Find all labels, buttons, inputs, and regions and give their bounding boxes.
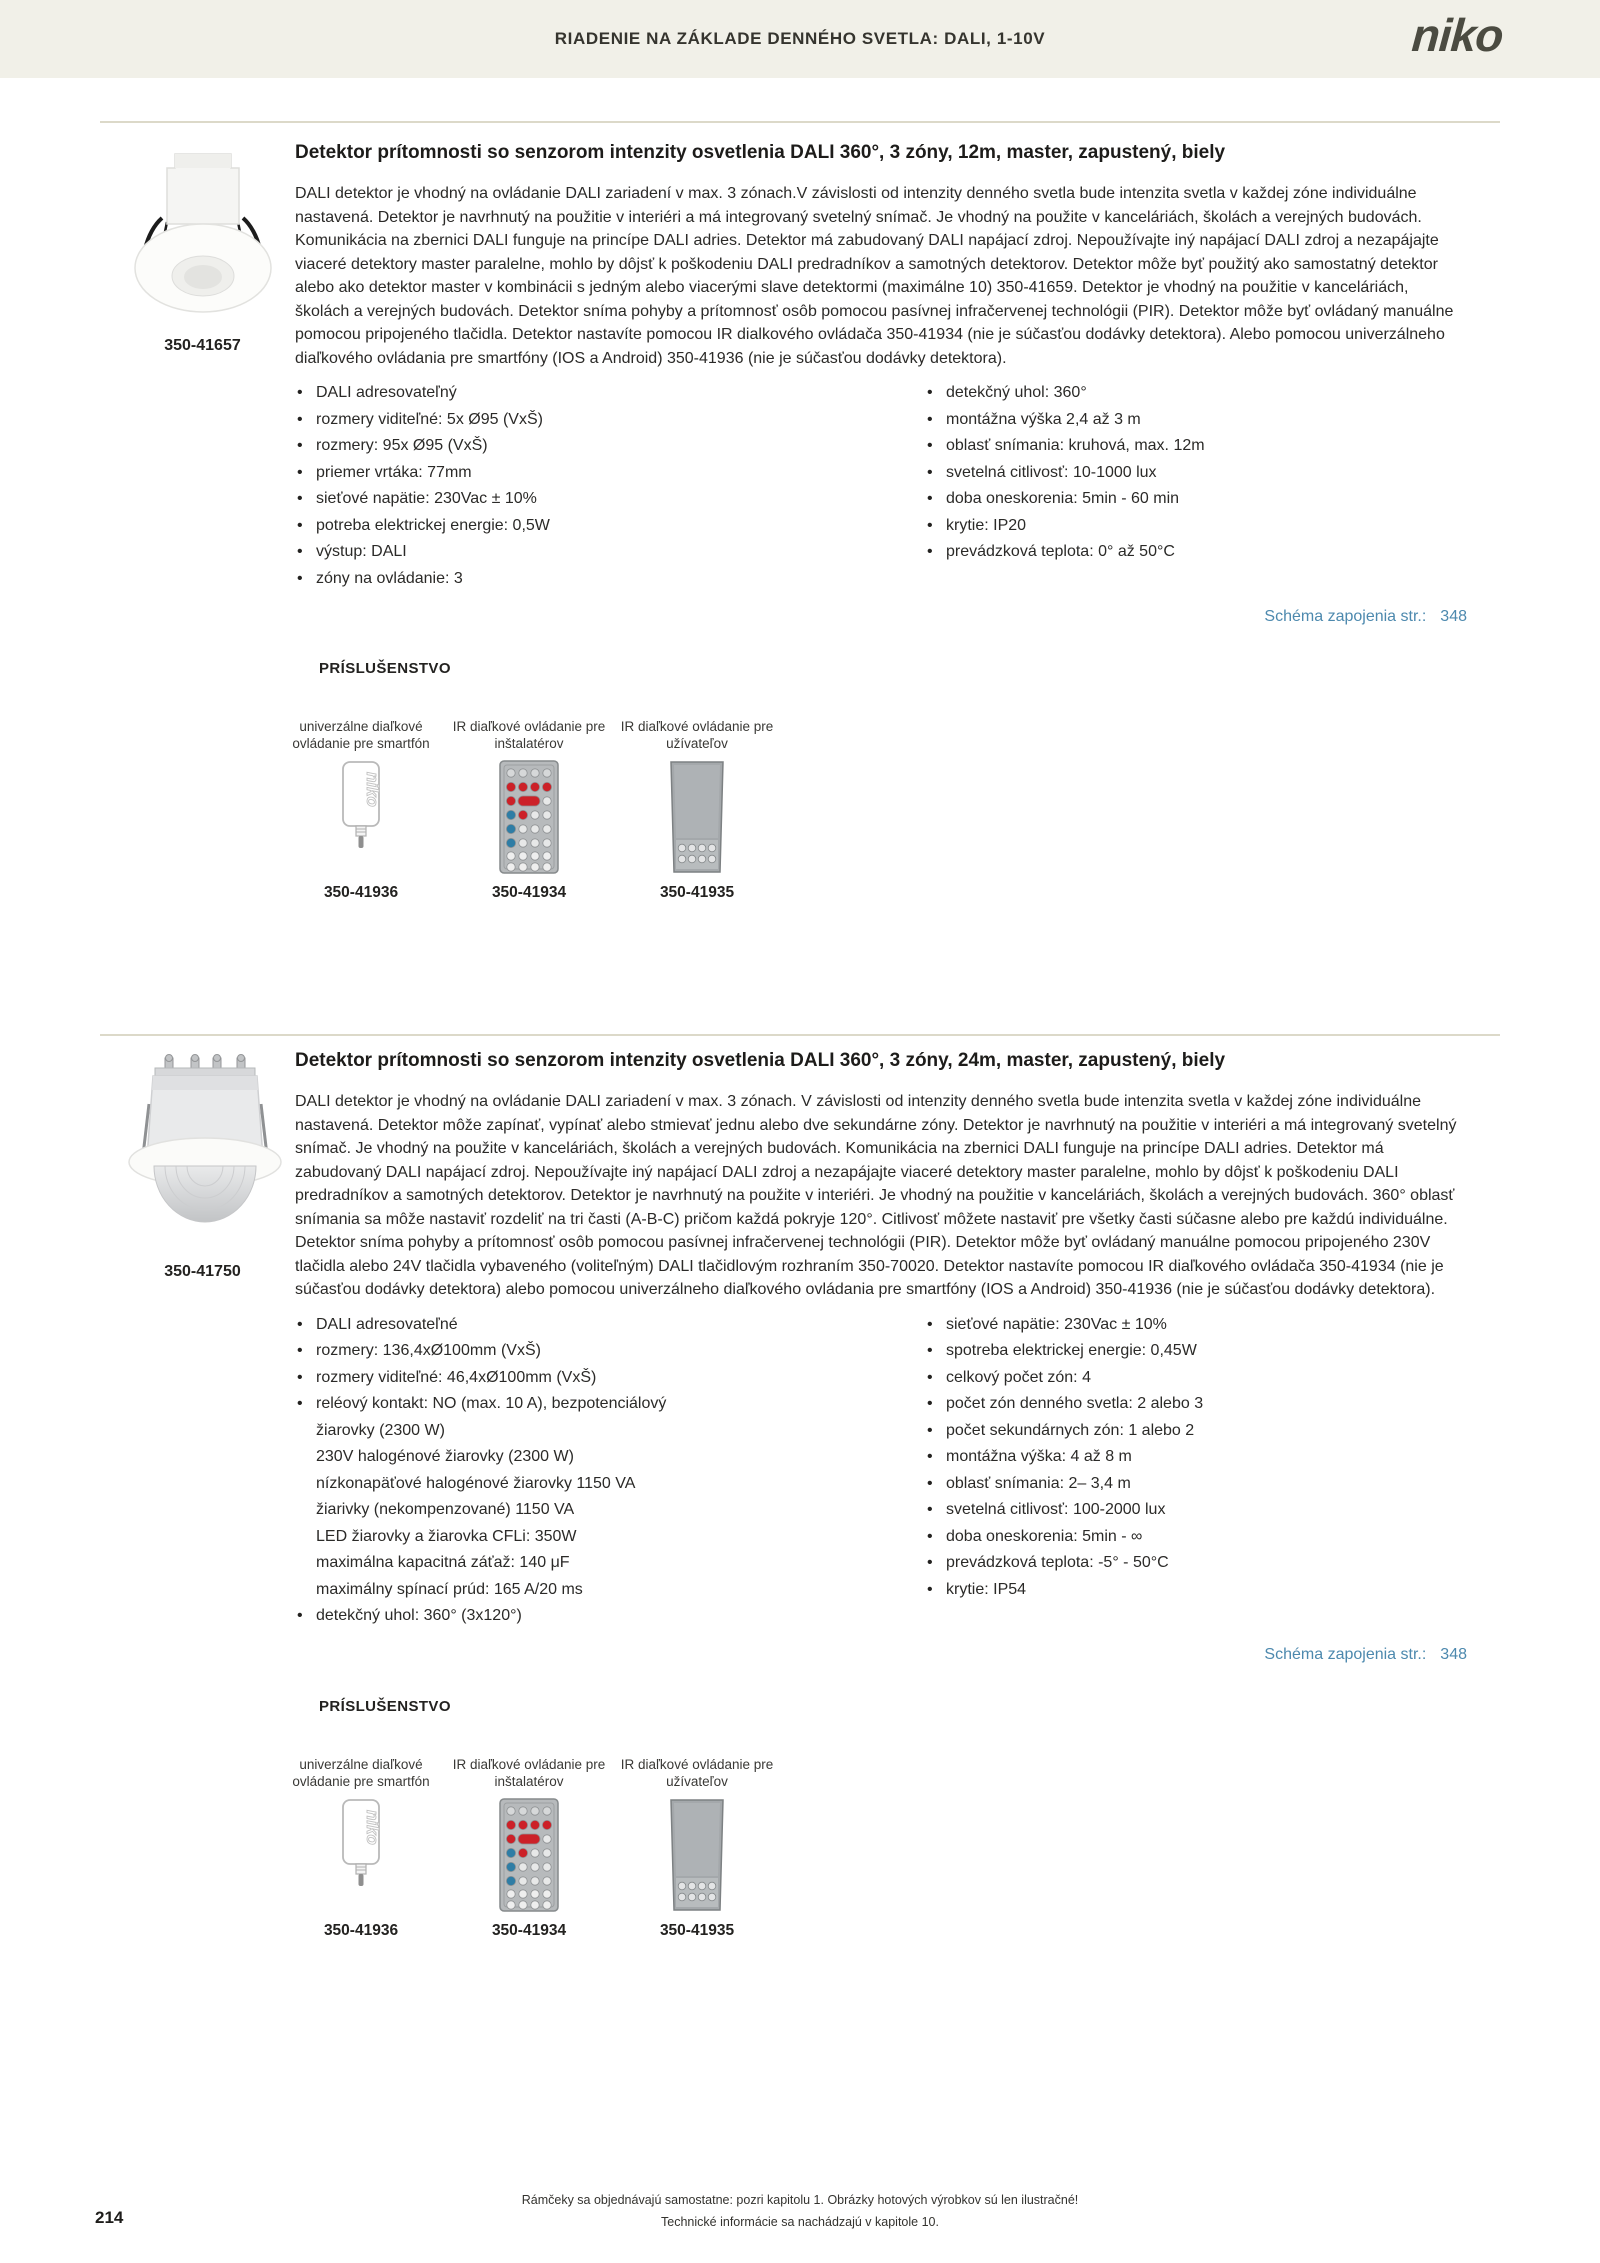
spec-item: • rozmery viditeľné: 46,4xØ100mm (VxŠ): [295, 1365, 925, 1392]
spec-item: • prevádzková teplota: 0° až 50°C: [925, 539, 1467, 566]
spec-item: • sieťové napätie: 230Vac ± 10%: [295, 486, 925, 513]
product-title: Detektor prítomnosti so senzorom intenzity osvetlenia DALI 360°, 3 zóny, 24m, master, zapustený, biely: [295, 1050, 1226, 1071]
spec-item: • oblasť snímania: 2– 3,4 m: [925, 1471, 1467, 1498]
spec-item: • priemer vrtáka: 77mm: [295, 460, 925, 487]
accessories-row: [281, 701, 1467, 902]
product-code: 350-41750: [164, 1263, 241, 1280]
spec-item: • výstup: DALI: [295, 539, 925, 566]
spec-item: • montážna výška 2,4 až 3 m: [925, 407, 1467, 434]
product-details: [292, 140, 1467, 902]
spec-list-right: [925, 1312, 1467, 1630]
accessory-item: [281, 1739, 441, 1940]
spec-item: • počet sekundárnych zón: 1 alebo 2: [925, 1418, 1467, 1445]
product-section-350-41750: [100, 1048, 1500, 1940]
spec-item: • celkový počet zón: 4: [925, 1365, 1467, 1392]
page-number: 214: [95, 2208, 124, 2227]
recessed-detector-image: [113, 1054, 293, 1250]
accessory-label: IR diaľkové ovládanie pre užívateľov: [620, 1756, 774, 1789]
spec-item: • krytie: IP54: [925, 1577, 1467, 1604]
accessory-code: 350-41936: [323, 884, 399, 901]
spec-item: • rozmery viditeľné: 5x Ø95 (VxŠ): [295, 407, 925, 434]
accessory-item: [449, 1739, 609, 1940]
accessory-code: 350-41935: [659, 1921, 735, 1939]
header-bar: [0, 0, 1600, 78]
accessory-label: univerzálne diaľkové ovládanie pre smartfón: [292, 719, 430, 751]
wiring-diagram-label: Schéma zapojenia str.:: [1264, 608, 1427, 625]
wiring-diagram-link[interactable]: [295, 1646, 1467, 1664]
spec-item: • prevádzková teplota: -5° - 50°C: [925, 1550, 1467, 1577]
ir-remote-user-icon: [617, 1798, 777, 1920]
wiring-diagram-link[interactable]: [295, 608, 1467, 626]
accessory-item: [617, 1739, 777, 1940]
spec-item: • DALI adresovateľný: [295, 380, 925, 407]
spec-item: • montážna výška: 4 až 8 m: [925, 1444, 1467, 1471]
accessory-code: 350-41934: [491, 1921, 567, 1939]
product-section-350-41657: [100, 140, 1500, 902]
spec-item: • svetelná citlivosť: 100-2000 lux: [925, 1497, 1467, 1524]
accessory-item: [617, 701, 777, 902]
spec-item: • počet zón denného svetla: 2 alebo 3: [925, 1391, 1467, 1418]
accessory-code: 350-41936: [323, 1921, 399, 1939]
product-description: DALI detektor je vhodný na ovládanie DALI zariadení v max. 3 zónach. V závislosti od intenzity denného svetla bude intenzita svetla v každej zóne individuálne nastavená. Detektor môže zapínať, vypínať alebo stmievať jednu alebo dve sekundárne zóny. Detektor je navrhnutý na použitie v interiéri a má integrovaný svetelný snímač. Je vhodný na použite v kanceláriách, školách a verejných budovách. Komunikácia na zbernici DALI funguje na princípe DALI adries. Detektor má zabudovaný DALI napájací zdroj. Nepoužívajte iný napájací DALI zdroj a nezapájajte viaceré detektory master paralelne, mohlo by dôjsť k poškodeniu DALI predradníkov a samotných detektorov. Detektor je navrhnutý na použite v interiéri. Je vhodný na použitie v kanceláriách, školách a verejných budovách. 360° oblasť snímania sa môže nastaviť rozdeliť na tri časti (A-B-C) pričom každá pokryje 120°. Citlivosť môžete nastaviť pre všetky časti súčasne alebo pre každú individuálne. Detektor sníma pohyby a prítomnosť osôb pomocou pasívnej infračervenej technológii (PIR). Detektor môže byť ovládaný manuálne pomocou pripojeného 230V tlačidla alebo 24V tlačidla vybaveného (voliteľným) DALI tlačidlovým rozhraním 350-70020. Detektor nastavíte pomocou IR diaľkového ovládača 350-41934 (nie je súčasťou dodávky detektora) alebo pomocou univerzálneho diaľkového ovládania pre smartfóny (IOS a Android) 350-41936 (nie je súčasťou dodávky detektora).: [295, 1093, 1457, 1298]
spec-item: • reléový kontakt: NO (max. 10 A), bezpotenciálový žiarovky (2300 W) 230V halogénové žiarovky (2300 W) nízkonapäťové halogénové žiarovky 1150 VA žiarivky (nekompenzované) 1150 VA LED žiarovky a žiarovka CFLi: 350W maximálna kapacitná záťaž: 140 μF maximálny spínací prúd: 165 A/20 ms: [295, 1391, 925, 1603]
spec-list-left: [295, 1312, 925, 1630]
product-title: Detektor prítomnosti so senzorom intenzity osvetlenia DALI 360°, 3 zóny, 12m, master, zapustený, biely: [295, 142, 1226, 163]
spec-item: • rozmery: 95x Ø95 (VxŠ): [295, 433, 925, 460]
accessory-code: 350-41935: [659, 884, 735, 901]
recessed-detector-image: [120, 146, 285, 324]
accessory-item: [281, 701, 441, 902]
svg-text:niko: niko: [363, 772, 382, 807]
product-image-column: [100, 146, 305, 355]
smartphone-remote-icon: [281, 1798, 441, 1920]
page-title: RIADENIE NA ZÁKLADE DENNÉHO SVETLA: DALI, 1-10V: [554, 29, 1046, 48]
wiring-diagram-page: 348: [1440, 608, 1467, 625]
product-image-column: [100, 1054, 305, 1281]
niko-logo: niko: [1410, 9, 1505, 61]
ir-remote-installer-icon: [449, 1798, 609, 1920]
spec-item: • oblasť snímania: kruhová, max. 12m: [925, 433, 1467, 460]
product-code: 350-41657: [164, 337, 241, 354]
spec-item: • detekčný uhol: 360° (3x120°): [295, 1603, 925, 1630]
accessories-heading: PRÍSLUŠENSTVO: [319, 1697, 451, 1715]
footer-note-2: Technické informácie sa nachádzajú v kapitole 10.: [661, 2215, 939, 2229]
section-divider: [100, 121, 1500, 123]
spec-item: • krytie: IP20: [925, 513, 1467, 540]
wiring-diagram-label: Schéma zapojenia str.:: [1264, 1645, 1427, 1663]
accessory-label: univerzálne diaľkové ovládanie pre smartfón: [292, 1756, 430, 1789]
svg-text:niko: niko: [363, 1809, 382, 1845]
spec-item: • sieťové napätie: 230Vac ± 10%: [925, 1312, 1467, 1339]
spec-item: • potreba elektrickej energie: 0,5W: [295, 513, 925, 540]
spec-item: • svetelná citlivosť: 10-1000 lux: [925, 460, 1467, 487]
accessory-item: [449, 701, 609, 902]
spec-item: • doba oneskorenia: 5min - 60 min: [925, 486, 1467, 513]
spec-item: • detekčný uhol: 360°: [925, 380, 1467, 407]
product-details: [292, 1048, 1467, 1940]
accessory-label: IR diaľkové ovládanie pre užívateľov: [620, 719, 774, 751]
spec-item: • zóny na ovládanie: 3: [295, 566, 925, 593]
accessories-row: [281, 1739, 1467, 1940]
accessory-label: IR diaľkové ovládanie pre inštalatérov: [452, 1756, 606, 1789]
spec-item: • doba oneskorenia: 5min - ∞: [925, 1524, 1467, 1551]
spec-list-left: [295, 380, 925, 592]
spec-item: • spotreba elektrickej energie: 0,45W: [925, 1338, 1467, 1365]
spec-list-right: [925, 380, 1467, 592]
smartphone-remote-icon: [281, 760, 441, 882]
footer-note-1: Rámčeky sa objednávajú samostatne: pozri kapitolu 1. Obrázky hotových výrobkov sú len ilustračné!: [521, 2193, 1079, 2207]
accessory-code: 350-41934: [491, 884, 567, 901]
accessory-label: IR diaľkové ovládanie pre inštalatérov: [452, 719, 606, 751]
spec-item: • rozmery: 136,4xØ100mm (VxŠ): [295, 1338, 925, 1365]
spec-columns: [295, 1312, 1467, 1630]
accessories-heading: PRÍSLUŠENSTVO: [319, 660, 451, 677]
spec-columns: [295, 380, 1467, 592]
product-description: DALI detektor je vhodný na ovládanie DALI zariadení v max. 3 zónach.V závislosti od intenzity denného svetla bude intenzita svetla v každej zóne individuálne nastavená. Detektor je navrhnutý na použitie v interiéri a má integrovaný svetelný snímač. Je vhodný na použite v kanceláriách, školách a verejných budovách. Komunikácia na zbernici DALI funguje na princípe DALI adries. Detektor má zabudovaný DALI napájací zdroj. Nepoužívajte iný napájací DALI zdroj a nezapájajte viaceré detektory master paralelne, mohlo by dôjsť k poškodeniu DALI predradníkov a samotných detektorov. Detektor môže byť použitý ako samostatný detektor alebo ako detektor master v kombinácii s jedným alebo viacerými slave detektormi (maximálne 10) 350-41659. Detektor je vhodný na použitie v kanceláriách, školách a verejných budovách. Detektor sníma pohyby a prítomnosť osôb pomocou pasívnej infračervenej technológii (PIR). Detektor môže byť ovládaný manuálne pomocou pripojeného tlačidla. Detektor nastavíte pomocou IR dialkového ovládača 350-41934 (nie je súčasťou dodávky detektora). Alebo pomocou univerzálneho diaľkového ovládania pre smartfóny (IOS a Android) 350-41936 (nie je súčasťou dodávky detektora).: [295, 185, 1454, 367]
spec-item: • DALI adresovateľné: [295, 1312, 925, 1339]
wiring-diagram-page: 348: [1440, 1645, 1467, 1663]
section-divider: [100, 1034, 1500, 1036]
ir-remote-installer-icon: [449, 760, 609, 882]
ir-remote-user-icon: [617, 760, 777, 882]
